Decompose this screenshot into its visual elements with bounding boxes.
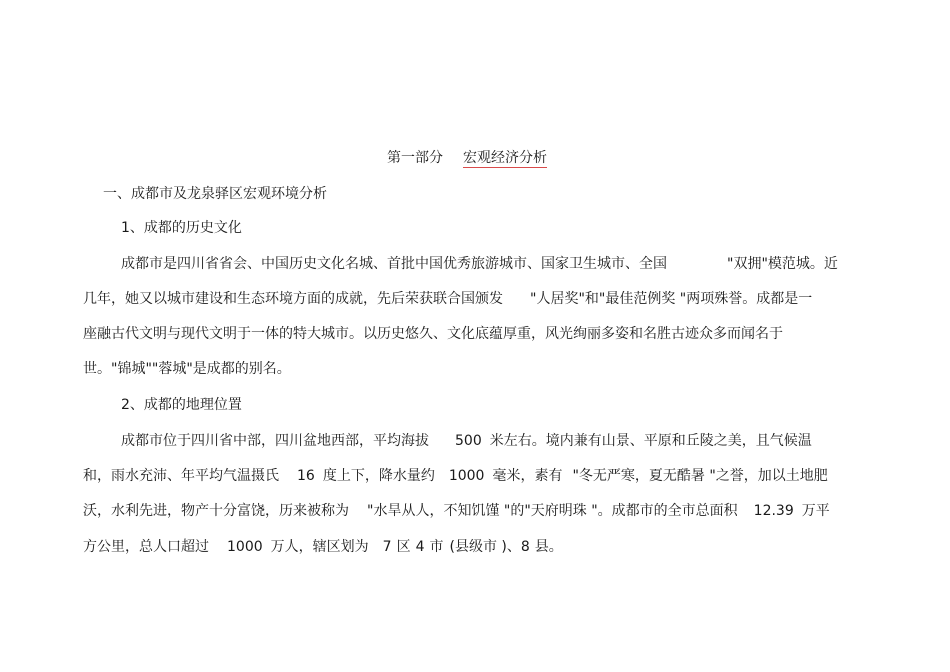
text-run: 方公里，总人口超过: [83, 539, 209, 555]
text-run: "人居奖"和"最佳范例奖 "两项殊誉。成都是一: [530, 291, 813, 307]
part-label: 第一部分: [387, 150, 443, 166]
paragraph-line: [83, 501, 830, 521]
text-run: 度上下，降水量约: [322, 468, 435, 484]
paragraph-line: [121, 431, 812, 451]
text-run: "双拥"模范城。近: [727, 256, 838, 272]
text-run: 1000: [448, 468, 485, 484]
text-run: (县级市 )、8: [449, 539, 530, 555]
paragraph-line: [83, 466, 828, 486]
text-run: 市: [429, 539, 444, 555]
text-run: 毫米，素有: [492, 468, 563, 484]
text-run: 成都市位于四川省中部，四川盆地西部，平均海拔: [121, 433, 429, 449]
text-run: 4: [415, 539, 425, 555]
paragraph-line: [83, 359, 291, 379]
text-run: 7: [382, 539, 392, 555]
text-run: 县。: [534, 539, 563, 555]
subsection-heading-location: 2、成都的地理位置: [121, 397, 242, 413]
section-title: 宏观经济分析: [463, 150, 547, 166]
paragraph-line: [83, 324, 783, 344]
paragraph-line: [121, 254, 838, 274]
text-run: 1000: [227, 539, 263, 555]
text-run: 区: [396, 539, 411, 555]
text-run: 16: [297, 468, 315, 484]
text-run: 沃，水利先进，物产十分富饶，历来被称为: [83, 503, 349, 519]
paragraph-line: [83, 537, 563, 557]
text-run: 几年，她又以城市建设和生态环境方面的成就，先后荣获联合国颁发: [83, 291, 503, 307]
text-run: "冬无严寒，夏无酷暑 "之誉，加以土地肥: [572, 468, 828, 484]
text-run: 500: [455, 433, 482, 449]
text-run: 座融古代文明与现代文明于一体的特大城市。以历史悠久、文化底蕴厚重，风光绚丽多姿和名胜古迹众多而闻名于: [83, 326, 783, 342]
text-run: 和，雨水充沛、年平均气温摄氏: [83, 468, 279, 484]
text-run: "水旱从人，不知饥馑 "的"天府明珠 "。成都市的全市总面积: [367, 503, 738, 519]
page-title: [387, 148, 547, 168]
text-run: 万平: [801, 503, 830, 519]
text-run: 成都市是四川省省会、中国历史文化名城、首批中国优秀旅游城市、国家卫生城市、全国: [121, 256, 667, 272]
section-heading: 一、成都市及龙泉驿区宏观环境分析: [103, 186, 327, 202]
text-run: 12.39: [753, 503, 794, 519]
text-run: 万人，辖区划为: [270, 539, 369, 555]
paragraph-line: [83, 289, 812, 309]
subsection-heading-history: 1、成都的历史文化: [121, 220, 242, 236]
text-run: 米左右。境内兼有山景、平原和丘陵之美，且气候温: [489, 433, 812, 449]
text-run: 世。"锦城""蓉城"是成都的别名。: [83, 361, 291, 377]
